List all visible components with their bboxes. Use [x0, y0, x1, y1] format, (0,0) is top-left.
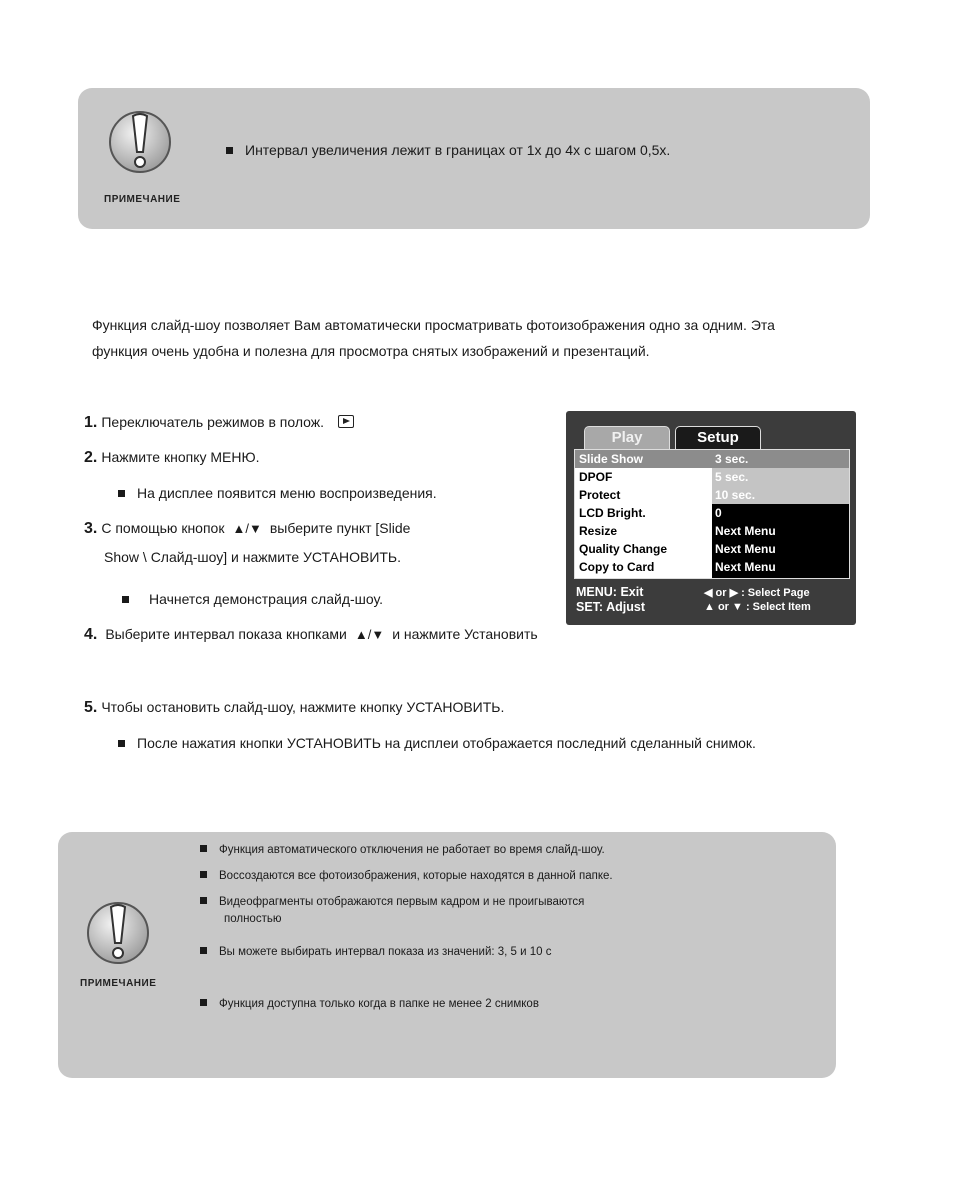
- bullet-icon: [200, 871, 207, 878]
- lcd-row-resize: [575, 522, 849, 540]
- bullet-icon: [122, 596, 129, 603]
- note-caption: ПРИМЕЧАНИЕ: [104, 194, 181, 205]
- list-item: [200, 998, 539, 1010]
- step-5-sub: [118, 735, 756, 751]
- lcd-footer-item: ▲ or ▼ : Select Item: [704, 601, 811, 613]
- step-sub-text: Начнется демонстрация слайд-шоу.: [149, 591, 384, 607]
- list-item-text: Функция доступна только когда в папке не менее 2 снимков: [219, 998, 539, 1010]
- list-item: [200, 870, 613, 882]
- step-sub-text: На дисплее появится меню воспроизведения.: [137, 485, 437, 501]
- step-text: Выберите интервал показа кнопками: [105, 626, 347, 642]
- lcd-row-value: Next Menu: [715, 542, 776, 556]
- lcd-row-key: LCD Bright.: [579, 506, 646, 520]
- lcd-row-lcd-bright: [575, 504, 849, 522]
- step-text: Show \ Слайд-шоу] и нажмите УСТАНОВИТЬ.: [104, 549, 402, 565]
- lcd-row-value: 0: [715, 506, 722, 520]
- note-caption: ПРИМЕЧАНИЕ: [80, 978, 157, 989]
- intro-paragraph: [92, 312, 872, 364]
- lcd-footer-adjust: SET: Adjust: [576, 600, 645, 614]
- step-3-cont: [104, 549, 401, 565]
- lcd-row-value: Next Menu: [715, 524, 776, 538]
- bullet-icon: [200, 999, 207, 1006]
- lcd-row-value: Next Menu: [715, 560, 776, 574]
- tab-setup: Setup: [675, 426, 761, 449]
- lcd-row-slide-show: [575, 450, 849, 468]
- step-1: [84, 414, 354, 432]
- lcd-row-value: 5 sec.: [715, 470, 749, 484]
- step-text: Переключатель режимов в полож.: [101, 414, 325, 430]
- tab-play: Play: [584, 426, 670, 449]
- bullet-icon: [118, 740, 125, 747]
- lcd-row-quality-change: [575, 540, 849, 558]
- lcd-row-key: Resize: [579, 524, 618, 538]
- step-sub-text: После нажатия кнопки УСТАНОВИТЬ на дисплеи отображается последний сделанный снимок.: [137, 735, 756, 751]
- lcd-menu-panel: [574, 449, 850, 579]
- bullet-icon: [226, 147, 233, 154]
- step-text: Чтобы остановить слайд-шоу, нажмите кнопку УСТАНОВИТЬ.: [101, 699, 505, 715]
- step-2: [84, 449, 260, 467]
- lcd-row-key: DPOF: [579, 470, 613, 484]
- list-item: [200, 946, 552, 958]
- intro-line-1: Функция слайд-шоу позволяет Вам автоматически просматривать фотоизображения одно за одним. Эта: [92, 317, 775, 333]
- step-text: и нажмите Установить: [392, 626, 538, 642]
- list-item-text: Видеофрагменты отображаются первым кадром и не проигываются: [219, 896, 585, 908]
- step-2-sub: [118, 485, 437, 501]
- list-item-text: Воссоздаются все фотоизображения, которые находятся в данной папке.: [219, 870, 613, 882]
- list-item: [200, 844, 605, 856]
- step-number: 2.: [84, 449, 98, 466]
- up-down-arrows-icon: ▲/▼: [354, 627, 385, 642]
- step-number: 4.: [84, 626, 98, 643]
- intro-line-2: функция очень удобна и полезна для просмотра снятых изображений и презентаций.: [92, 343, 650, 359]
- lcd-footer-exit: MENU: Exit: [576, 585, 644, 599]
- step-text: выберите пункт [Slide: [269, 520, 411, 536]
- lcd-row-key: Protect: [579, 488, 621, 502]
- step-number: 5.: [84, 699, 98, 716]
- step-number: 1.: [84, 414, 98, 431]
- step-5: [84, 699, 504, 717]
- lcd-row-value: 3 sec.: [715, 452, 749, 466]
- play-mode-icon: [338, 415, 354, 428]
- lcd-row-dpof: [575, 468, 849, 486]
- step-4: [84, 626, 538, 644]
- step-3: [84, 520, 410, 538]
- bullet-icon: [200, 897, 207, 904]
- bullet-icon: [200, 947, 207, 954]
- lcd-footer-page: ◀ or ▶ : Select Page: [704, 587, 810, 599]
- lcd-row-key: Slide Show: [579, 452, 644, 466]
- camera-lcd-menu: [566, 411, 856, 625]
- step-number: 3.: [84, 520, 98, 537]
- note-text: [226, 142, 670, 158]
- bullet-icon: [118, 490, 125, 497]
- list-item-text: Функция автоматического отключения не работает во время слайд-шоу.: [219, 844, 605, 856]
- list-item: [200, 896, 584, 925]
- warning-icon: [108, 106, 172, 191]
- note-box-top: [78, 88, 870, 229]
- bullet-icon: [200, 845, 207, 852]
- note-box-bottom: [58, 832, 836, 1078]
- up-down-arrows-icon: ▲/▼: [232, 521, 262, 536]
- step-text: С помощью кнопок: [101, 520, 225, 536]
- lcd-row-copy-to-card: [575, 558, 849, 576]
- lcd-row-protect: [575, 486, 849, 504]
- list-item-text: Вы можете выбирать интервал показа из значений: 3, 5 и 10 с: [219, 946, 552, 958]
- list-item-continuation: полностью: [224, 913, 282, 925]
- lcd-row-key: Copy to Card: [579, 560, 655, 574]
- warning-icon: [86, 897, 150, 982]
- lcd-row-key: Quality Change: [579, 542, 668, 556]
- note-text-content: Интервал увеличения лежит в границах от 1х до 4х с шагом 0,5х.: [245, 142, 671, 158]
- step-text: Нажмите кнопку МЕНЮ.: [101, 449, 260, 465]
- lcd-row-value: 10 sec.: [715, 488, 756, 502]
- step-3-sub: [122, 591, 383, 607]
